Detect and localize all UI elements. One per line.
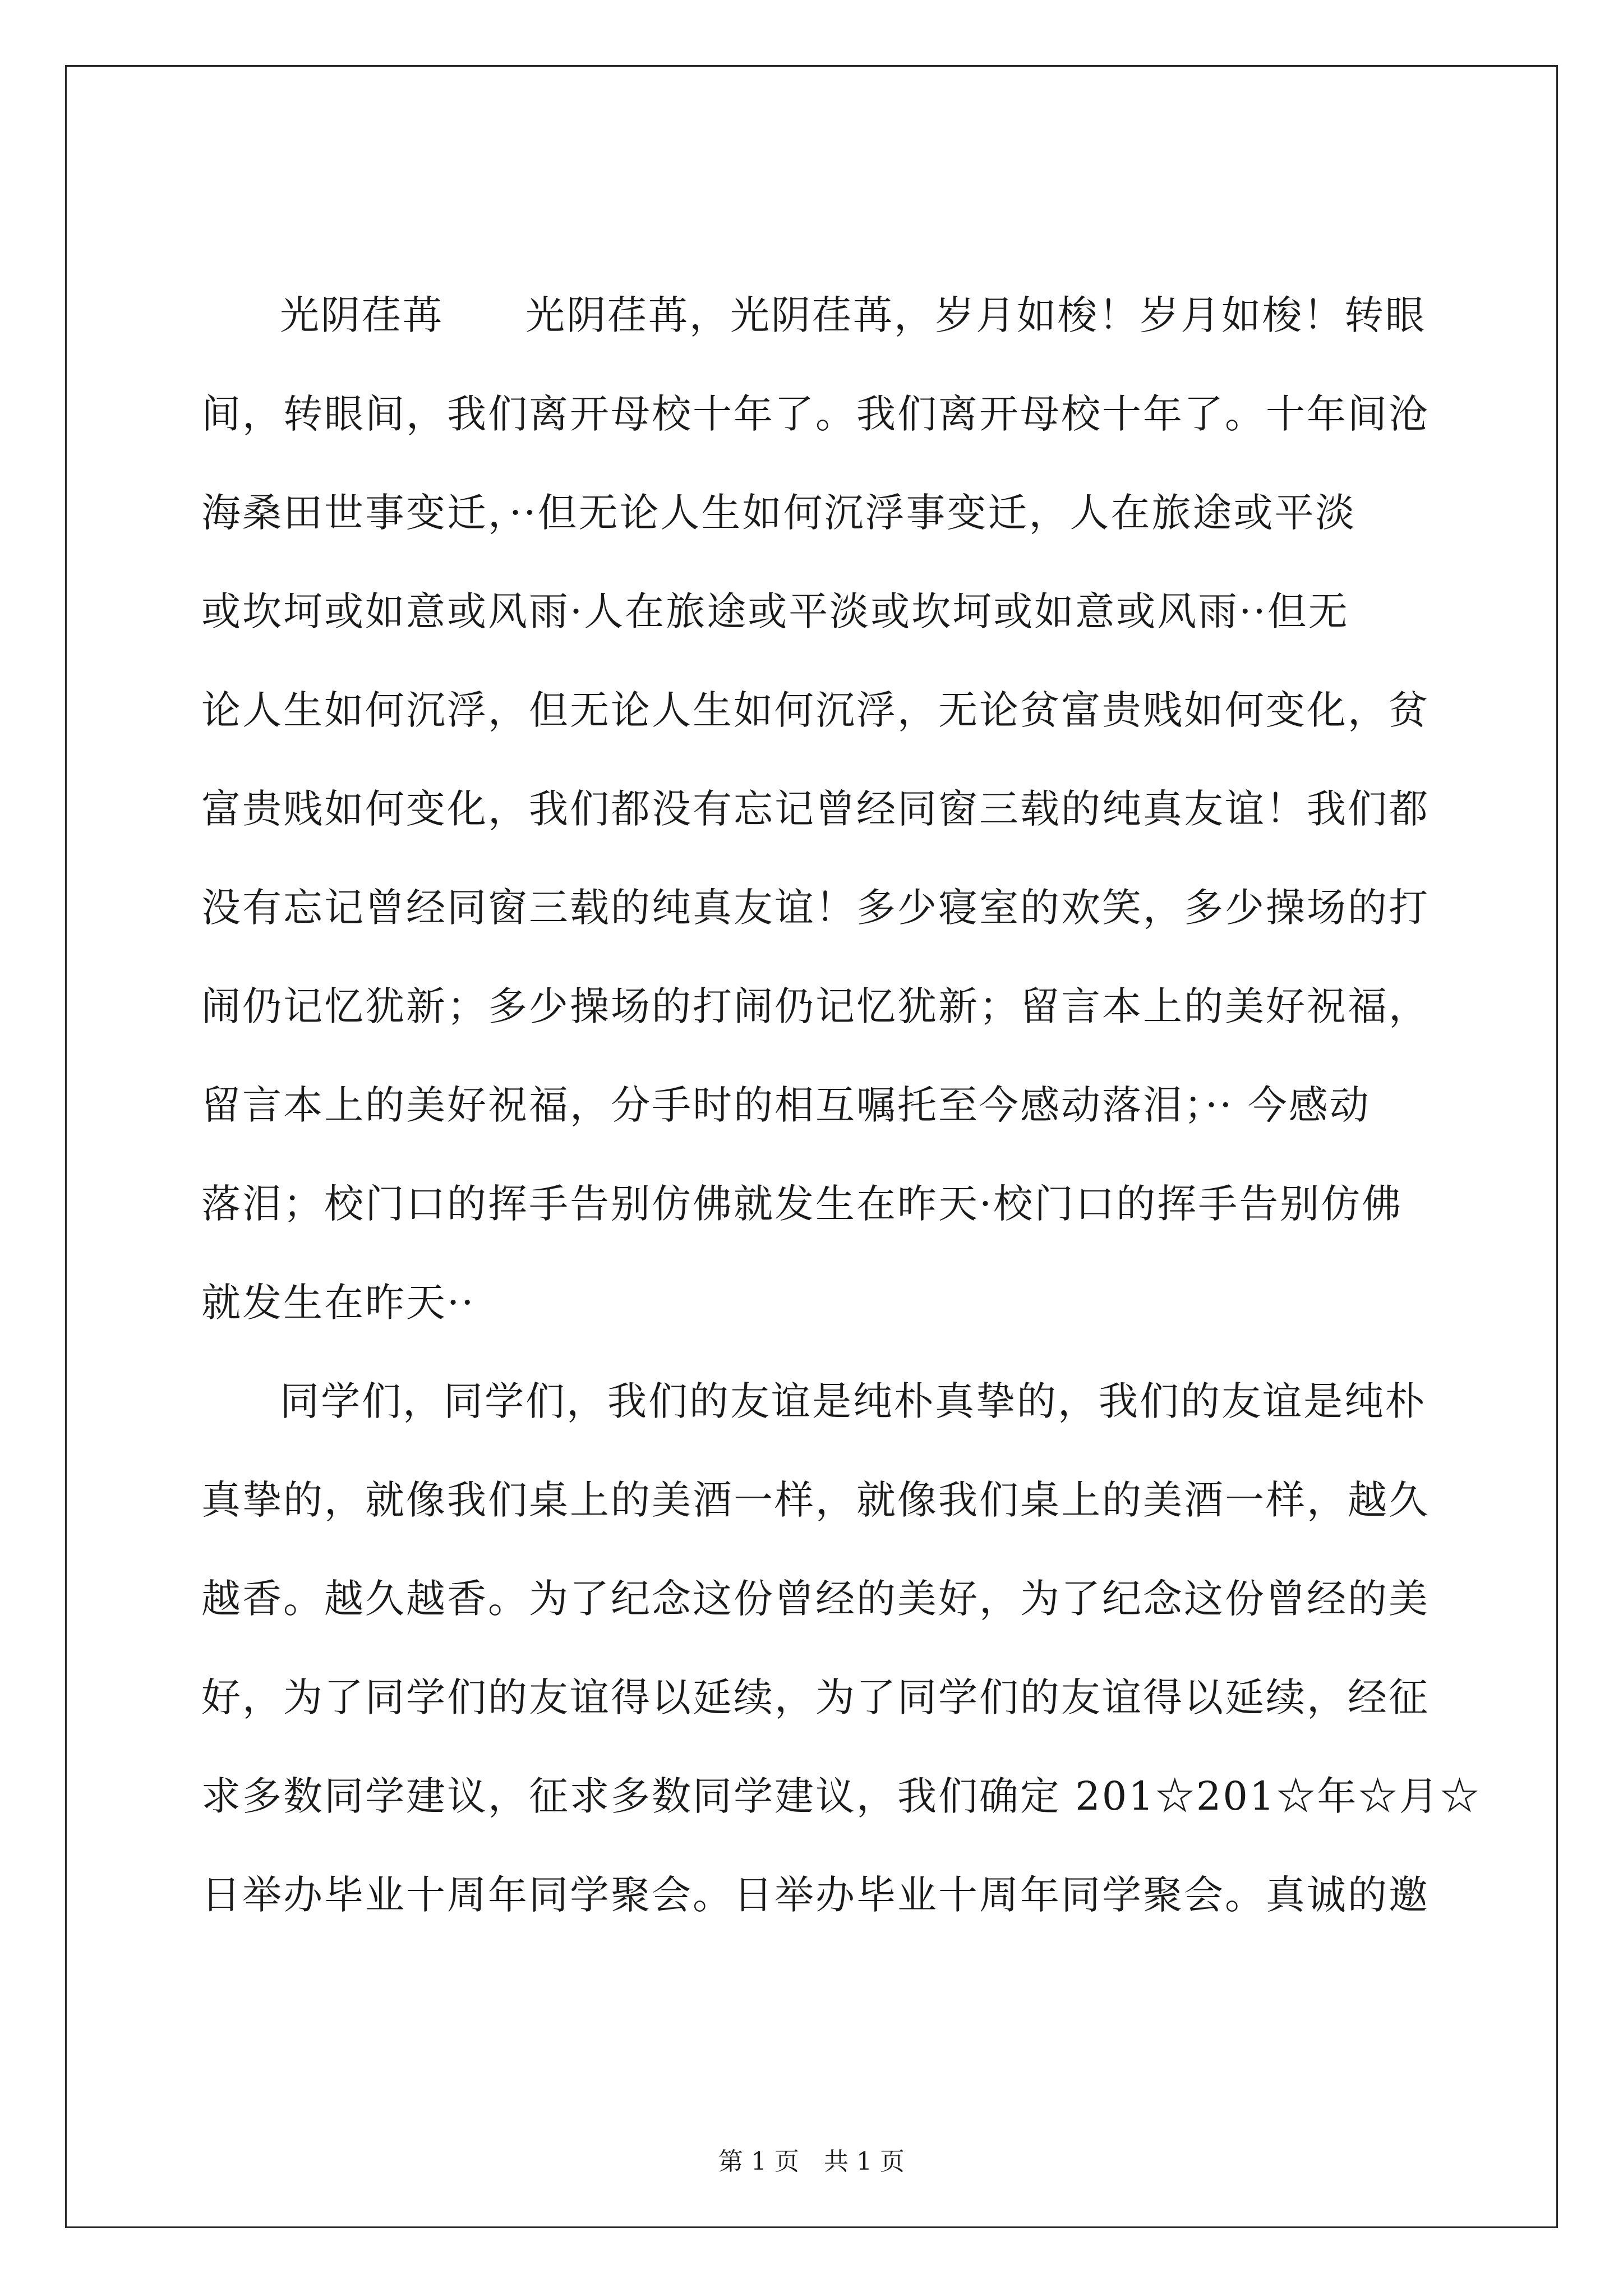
text-line: 论人生如何沉浮，但无论人生如何沉浮，无论贫富贵贱如何变化，贫 <box>201 687 1430 733</box>
text-line: 没有忘记曾经同窗三载的纯真友谊！多少寝室的欢笑，多少操场的打 <box>201 885 1430 931</box>
text-line: 富贵贱如何变化，我们都没有忘记曾经同窗三载的纯真友谊！我们都 <box>201 786 1430 832</box>
text-line: 日举办毕业十周年同学聚会。日举办毕业十周年同学聚会。真诚的邀 <box>201 1872 1430 1918</box>
text-line: 或坎坷或如意或风雨·人在旅途或平淡或坎坷或如意或风雨··但无 <box>201 588 1349 634</box>
text-line: 光阴荏苒 光阴荏苒，光阴荏苒，岁月如梭！岁月如梭！转眼 <box>280 292 1426 338</box>
page-frame <box>65 65 1558 2228</box>
text-line: 留言本上的美好祝福，分手时的相互嘱托至今感动落泪；·· 今感动 <box>201 1082 1371 1128</box>
text-line: 就发生在昨天·· <box>201 1280 476 1326</box>
text-line: 真挚的，就像我们桌上的美酒一样，就像我们桌上的美酒一样，越久 <box>201 1477 1430 1523</box>
text-line: 同学们，同学们，我们的友谊是纯朴真挚的，我们的友谊是纯朴 <box>280 1378 1426 1424</box>
text-line: 闹仍记忆犹新；多少操场的打闹仍记忆犹新；留言本上的美好祝福， <box>201 983 1430 1029</box>
page-number: 第 1 页 共 1 页 <box>718 2147 905 2176</box>
text-line: 求多数同学建议，征求多数同学建议，我们确定 201☆201☆年☆月☆ <box>201 1773 1481 1819</box>
text-line: 海桑田世事变迁，··但无论人生如何沉浮事变迁，人在旅途或平淡 <box>201 490 1357 536</box>
text-line: 好，为了同学们的友谊得以延续，为了同学们的友谊得以延续，经征 <box>201 1674 1430 1720</box>
text-line: 落泪；校门口的挥手告别仿佛就发生在昨天·校门口的挥手告别仿佛 <box>201 1181 1403 1227</box>
text-line: 间，转眼间，我们离开母校十年了。我们离开母校十年了。十年间沧 <box>201 391 1430 437</box>
text-line: 越香。越久越香。为了纪念这份曾经的美好，为了纪念这份曾经的美 <box>201 1576 1430 1622</box>
